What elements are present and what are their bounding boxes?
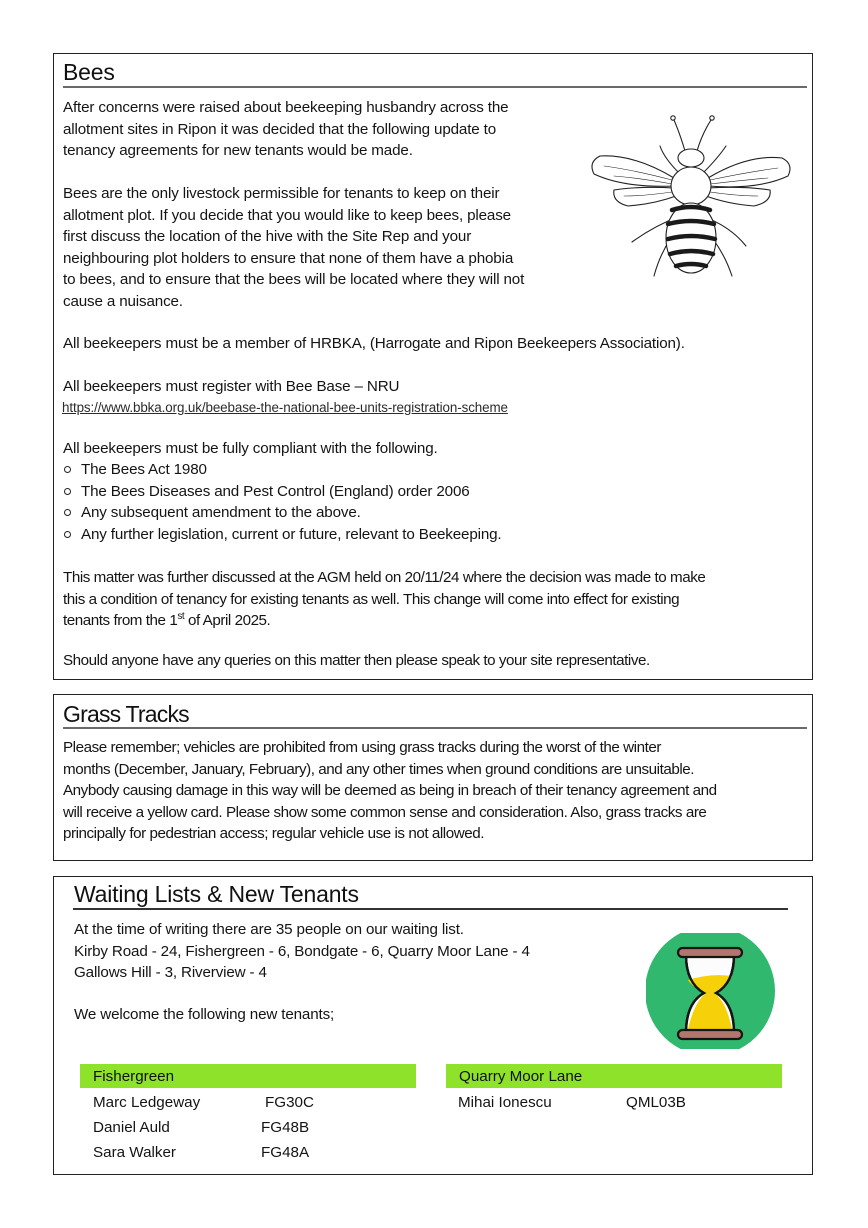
compliance-item: The Bees Diseases and Pest Control (England) order 2006 — [63, 481, 502, 503]
circle-bullet-icon — [64, 488, 71, 495]
circle-bullet-icon — [64, 466, 71, 473]
compliance-item: The Bees Act 1980 — [63, 459, 502, 481]
bees-heading: Bees — [63, 59, 115, 85]
grass-tracks-heading-rule — [63, 727, 807, 729]
tenant-name: Marc Ledgeway — [93, 1094, 201, 1111]
tenant-name: Daniel Auld — [93, 1119, 170, 1136]
site-header-fishergreen: Fishergreen — [80, 1064, 416, 1088]
tenant-plot: QML03B — [626, 1094, 686, 1111]
grass-tracks-section — [53, 694, 813, 861]
bees-section — [53, 53, 813, 680]
bee-illustration-icon — [584, 106, 796, 278]
compliance-list — [63, 459, 502, 545]
grass-tracks-paragraph: Please remember; vehicles are prohibited from using grass tracks during the worst of the winter months (December, January, February), and any other times when ground conditions are unsuitable. Anybody causing damage in this way will be deemed as being in breach of their tenancy agreement and will receive a yellow card. Please show some common sense and consideration. Also, grass tracks are principally for pedestrian access; regular vehicle use is not allowed. — [63, 739, 717, 843]
bees-heading-rule — [63, 86, 807, 88]
site-header-quarry-moor-lane: Quarry Moor Lane — [446, 1064, 782, 1088]
bees-agm-paragraph: This matter was further discussed at the AGM held on 20/11/24 where the decision was made to make this a condition of tenancy for existing tenants as well. This change will come into effect for existing tenants from the 1st of April 2025. — [63, 569, 706, 630]
waiting-list-summary: At the time of writing there are 35 people on our waiting list. Kirby Road - 24, Fishergreen - 6, Bondgate - 6, Quarry Moor Lane - 4 Gallows Hill - 3, Riverview - 4 — [74, 921, 530, 982]
bees-intro: After concerns were raised about beekeeping husbandry across the allotment sites in Ripon it was decided that the following update to tenancy agreements for new tenants would be made. — [63, 99, 509, 160]
waiting-lists-heading-rule — [73, 908, 788, 910]
tenant-plot: FG30C — [265, 1094, 314, 1111]
compliance-item: Any subsequent amendment to the above. — [63, 502, 502, 524]
compliance-item: Any further legislation, current or future, relevant to Beekeeping. — [63, 524, 502, 546]
bees-membership: All beekeepers must be a member of HRBKA, (Harrogate and Ripon Beekeepers Association). — [63, 335, 685, 352]
bees-livestock-paragraph: Bees are the only livestock permissible for tenants to keep on their allotment plot. If you decide that you would like to keep bees, please first discuss the location of the hive with the Site Rep and your neighbouring plot holders to ensure that none of them have a phobia to bees, and to ensure that the bees will be located where they will not cause a nuisance. — [63, 185, 525, 310]
waiting-lists-heading: Waiting Lists & New Tenants — [74, 881, 359, 907]
circle-bullet-icon — [64, 531, 71, 538]
waiting-lists-section — [53, 876, 813, 1175]
grass-tracks-heading: Grass Tracks — [63, 701, 189, 727]
tenant-plot: FG48A — [261, 1144, 310, 1161]
new-tenants-welcome: We welcome the following new tenants; — [74, 1006, 335, 1023]
beebase-registration-link[interactable]: https://www.bbka.org.uk/beebase-the-national-bee-units-registration-scheme — [62, 400, 508, 415]
tenant-name: Mihai Ionescu — [458, 1094, 552, 1111]
bees-register: All beekeepers must register with Bee Base – NRU — [63, 378, 400, 395]
tenant-name: Sara Walker — [93, 1144, 176, 1161]
circle-bullet-icon — [64, 509, 71, 516]
hourglass-icon — [646, 933, 776, 1049]
bees-compliance-intro: All beekeepers must be fully compliant with the following. — [63, 440, 438, 457]
bees-queries: Should anyone have any queries on this matter then please speak to your site representative. — [63, 652, 650, 669]
tenant-plot: FG48B — [261, 1119, 310, 1136]
